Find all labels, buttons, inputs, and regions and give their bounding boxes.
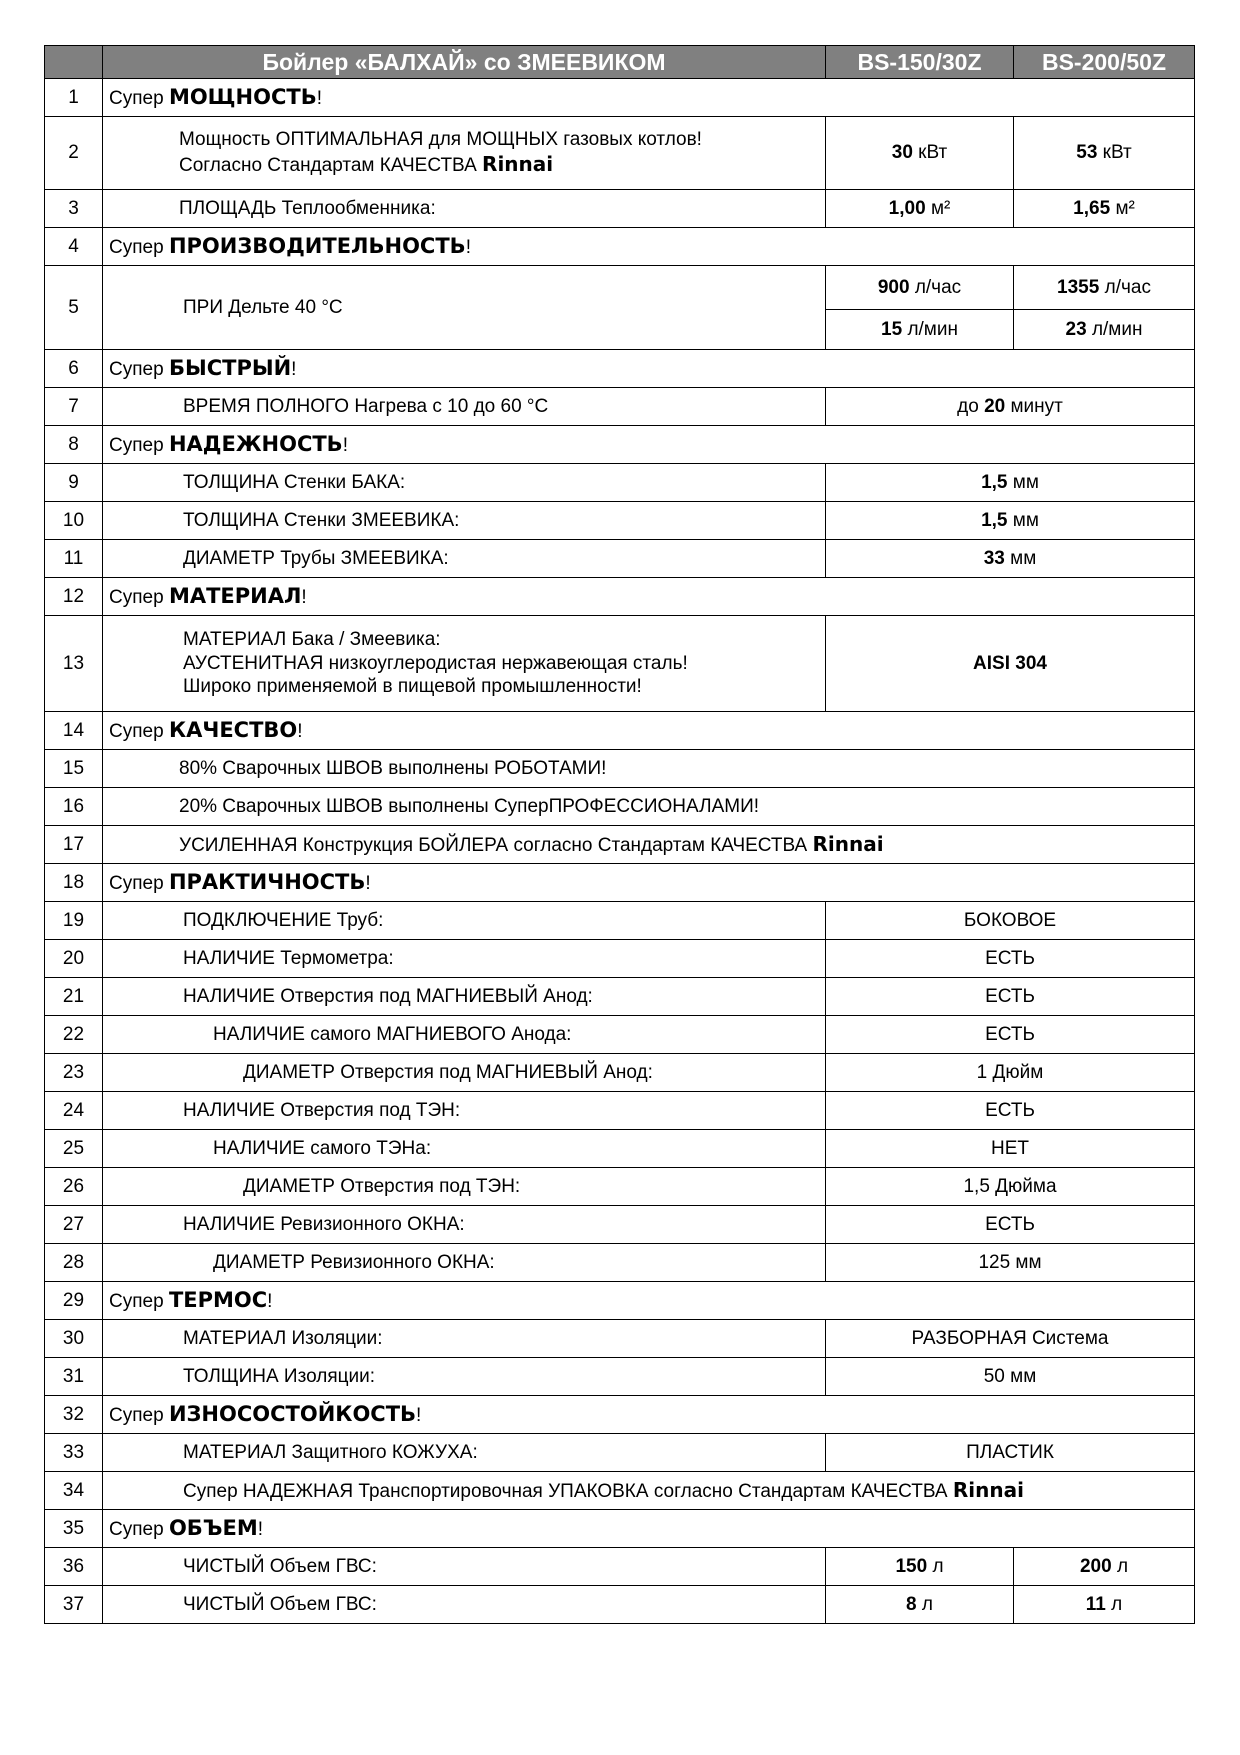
value-shared: НЕТ (826, 1130, 1195, 1168)
spec-label: ПЛОЩАДЬ Теплообменника: (103, 190, 826, 228)
value-a: 15 л/мин (826, 310, 1014, 350)
brand-name: Rinnai (812, 831, 884, 856)
spec-label: 20% Сварочных ШВОВ выполнены СуперПРОФЕССИОНАЛАМИ! (103, 788, 1195, 826)
spec-row (45, 902, 1195, 940)
row-number: 28 (45, 1244, 103, 1282)
section-row (45, 712, 1195, 750)
row-number: 25 (45, 1130, 103, 1168)
spec-label: НАЛИЧИЕ самого ТЭНа: (103, 1130, 826, 1168)
row-number: 11 (45, 540, 103, 578)
value-shared: 1,5 мм (826, 502, 1195, 540)
spec-row (45, 117, 1195, 190)
value-shared: ПЛАСТИК (826, 1434, 1195, 1472)
spec-row (45, 1434, 1195, 1472)
spec-label: ТОЛЩИНА Стенки БАКА: (103, 464, 826, 502)
section-title: Супер ИЗНОСОСТОЙКОСТЬ! (103, 1396, 1195, 1434)
spec-label: ВРЕМЯ ПОЛНОГО Нагрева с 10 до 60 °С (103, 388, 826, 426)
spec-row (45, 616, 1195, 712)
section-title: Супер ПРАКТИЧНОСТЬ! (103, 864, 1195, 902)
spec-label: ТОЛЩИНА Изоляции: (103, 1358, 826, 1396)
row-number: 36 (45, 1548, 103, 1586)
value-shared: РАЗБОРНАЯ Система (826, 1320, 1195, 1358)
row-number: 22 (45, 1016, 103, 1054)
spec-label: 80% Сварочных ШВОВ выполнены РОБОТАМИ! (103, 750, 1195, 788)
value-b: 1,65 м² (1014, 190, 1195, 228)
row-number: 30 (45, 1320, 103, 1358)
row-number: 8 (45, 426, 103, 464)
spec-row (45, 388, 1195, 426)
value-shared: 1 Дюйм (826, 1054, 1195, 1092)
spec-label: УСИЛЕННАЯ Конструкция БОЙЛЕРА согласно Стандартам КАЧЕСТВА Rinnai (103, 826, 1195, 864)
spec-row (45, 1130, 1195, 1168)
section-row (45, 350, 1195, 388)
section-row (45, 426, 1195, 464)
row-number: 7 (45, 388, 103, 426)
spec-row (45, 502, 1195, 540)
brand-name: Rinnai (482, 152, 554, 176)
spec-row (45, 1358, 1195, 1396)
spec-row (45, 1320, 1195, 1358)
brand-name: Rinnai (952, 1477, 1024, 1502)
spec-label: МАТЕРИАЛ Изоляции: (103, 1320, 826, 1358)
row-number: 3 (45, 190, 103, 228)
row-number: 34 (45, 1472, 103, 1510)
spec-table (44, 45, 1195, 1624)
row-number: 26 (45, 1168, 103, 1206)
value-shared: БОКОВОЕ (826, 902, 1195, 940)
section-title: Супер ОБЪЕМ! (103, 1510, 1195, 1548)
value-a: 1,00 м² (826, 190, 1014, 228)
spec-row (45, 750, 1195, 788)
row-number: 29 (45, 1282, 103, 1320)
value-a: 8 л (826, 1586, 1014, 1624)
row-number: 24 (45, 1092, 103, 1130)
section-row (45, 864, 1195, 902)
spec-label: ТОЛЩИНА Стенки ЗМЕЕВИКА: (103, 502, 826, 540)
row-number: 31 (45, 1358, 103, 1396)
spec-row (45, 788, 1195, 826)
header-num-cell (45, 46, 103, 79)
spec-row (45, 978, 1195, 1016)
section-row (45, 1396, 1195, 1434)
row-number: 27 (45, 1206, 103, 1244)
row-number: 15 (45, 750, 103, 788)
row-number: 14 (45, 712, 103, 750)
header-row (45, 46, 1195, 79)
row-number: 1 (45, 79, 103, 117)
spec-row (45, 540, 1195, 578)
spec-label: ДИАМЕТР Трубы ЗМЕЕВИКА: (103, 540, 826, 578)
model-a-header: BS-150/30Z (826, 46, 1014, 79)
spec-label: НАЛИЧИЕ самого МАГНИЕВОГО Анода: (103, 1016, 826, 1054)
section-title: Супер БЫСТРЫЙ! (103, 350, 1195, 388)
value-shared: AISI 304 (826, 616, 1195, 712)
spec-label: ПОДКЛЮЧЕНИЕ Труб: (103, 902, 826, 940)
row-number: 13 (45, 616, 103, 712)
section-title: Супер МАТЕРИАЛ! (103, 578, 1195, 616)
value-shared: ЕСТЬ (826, 1016, 1195, 1054)
row-number: 23 (45, 1054, 103, 1092)
value-shared: 1,5 мм (826, 464, 1195, 502)
section-row (45, 1282, 1195, 1320)
section-title: Супер ПРОИЗВОДИТЕЛЬНОСТЬ! (103, 228, 1195, 266)
spec-label: НАЛИЧИЕ Термометра: (103, 940, 826, 978)
spec-label: ДИАМЕТР Отверстия под ТЭН: (103, 1168, 826, 1206)
row-number: 4 (45, 228, 103, 266)
value-b: 1355 л/час (1014, 266, 1195, 310)
value-a: 900 л/час (826, 266, 1014, 310)
spec-row (45, 266, 1195, 310)
value-shared: ЕСТЬ (826, 940, 1195, 978)
spec-row (45, 1206, 1195, 1244)
spec-row (45, 1586, 1195, 1624)
value-shared: 125 мм (826, 1244, 1195, 1282)
value-a: 150 л (826, 1548, 1014, 1586)
spec-row (45, 1472, 1195, 1510)
spec-row (45, 1548, 1195, 1586)
spec-label: Мощность ОПТИМАЛЬНАЯ для МОЩНЫХ газовых котлов! Согласно Стандартам КАЧЕСТВА Rinnai (103, 117, 826, 190)
value-shared: 50 мм (826, 1358, 1195, 1396)
section-title: Супер МОЩНОСТЬ! (103, 79, 1195, 117)
row-number: 18 (45, 864, 103, 902)
row-number: 20 (45, 940, 103, 978)
spec-label: НАЛИЧИЕ Отверстия под ТЭН: (103, 1092, 826, 1130)
section-title: Супер НАДЕЖНОСТЬ! (103, 426, 1195, 464)
spec-label: ДИАМЕТР Отверстия под МАГНИЕВЫЙ Анод: (103, 1054, 826, 1092)
spec-label: ЧИСТЫЙ Объем ГВС: (103, 1548, 826, 1586)
value-a: 30 кВт (826, 117, 1014, 190)
value-shared: 33 мм (826, 540, 1195, 578)
spec-row (45, 940, 1195, 978)
spec-row (45, 1016, 1195, 1054)
spec-row (45, 464, 1195, 502)
spec-row (45, 1168, 1195, 1206)
spec-label: МАТЕРИАЛ Защитного КОЖУХА: (103, 1434, 826, 1472)
value-shared: ЕСТЬ (826, 1206, 1195, 1244)
section-row (45, 228, 1195, 266)
model-b-header: BS-200/50Z (1014, 46, 1195, 79)
row-number: 2 (45, 117, 103, 190)
row-number: 37 (45, 1586, 103, 1624)
value-b: 11 л (1014, 1586, 1195, 1624)
row-number: 10 (45, 502, 103, 540)
row-number: 17 (45, 826, 103, 864)
row-number: 5 (45, 266, 103, 350)
spec-row (45, 1244, 1195, 1282)
section-title: Супер ТЕРМОС! (103, 1282, 1195, 1320)
value-shared: ЕСТЬ (826, 978, 1195, 1016)
section-row (45, 578, 1195, 616)
section-title: Супер КАЧЕСТВО! (103, 712, 1195, 750)
value-shared: ЕСТЬ (826, 1092, 1195, 1130)
value-shared: 1,5 Дюйма (826, 1168, 1195, 1206)
spec-label: НАЛИЧИЕ Отверстия под МАГНИЕВЫЙ Анод: (103, 978, 826, 1016)
spec-row (45, 1054, 1195, 1092)
table-title: Бойлер «БАЛХАЙ» со ЗМЕЕВИКОМ (103, 46, 826, 79)
spec-label: ЧИСТЫЙ Объем ГВС: (103, 1586, 826, 1624)
value-shared: до 20 минут (826, 388, 1195, 426)
row-number: 12 (45, 578, 103, 616)
row-number: 32 (45, 1396, 103, 1434)
value-b: 23 л/мин (1014, 310, 1195, 350)
row-number: 6 (45, 350, 103, 388)
row-number: 16 (45, 788, 103, 826)
value-b: 200 л (1014, 1548, 1195, 1586)
spec-label: ПРИ Дельте 40 °С (103, 266, 826, 350)
spec-label: НАЛИЧИЕ Ревизионного ОКНА: (103, 1206, 826, 1244)
spec-label: Супер НАДЕЖНАЯ Транспортировочная УПАКОВКА согласно Стандартам КАЧЕСТВА Rinnai (103, 1472, 1195, 1510)
spec-row (45, 826, 1195, 864)
section-row (45, 1510, 1195, 1548)
row-number: 21 (45, 978, 103, 1016)
section-row (45, 79, 1195, 117)
row-number: 9 (45, 464, 103, 502)
spec-row (45, 190, 1195, 228)
value-b: 53 кВт (1014, 117, 1195, 190)
spec-label: МАТЕРИАЛ Бака / Змеевика: АУСТЕНИТНАЯ низкоуглеродистая нержавеющая сталь! Широко применяемой в пищевой промышленности! (103, 616, 826, 712)
spec-label: ДИАМЕТР Ревизионного ОКНА: (103, 1244, 826, 1282)
row-number: 33 (45, 1434, 103, 1472)
row-number: 35 (45, 1510, 103, 1548)
row-number: 19 (45, 902, 103, 940)
spec-row (45, 1092, 1195, 1130)
